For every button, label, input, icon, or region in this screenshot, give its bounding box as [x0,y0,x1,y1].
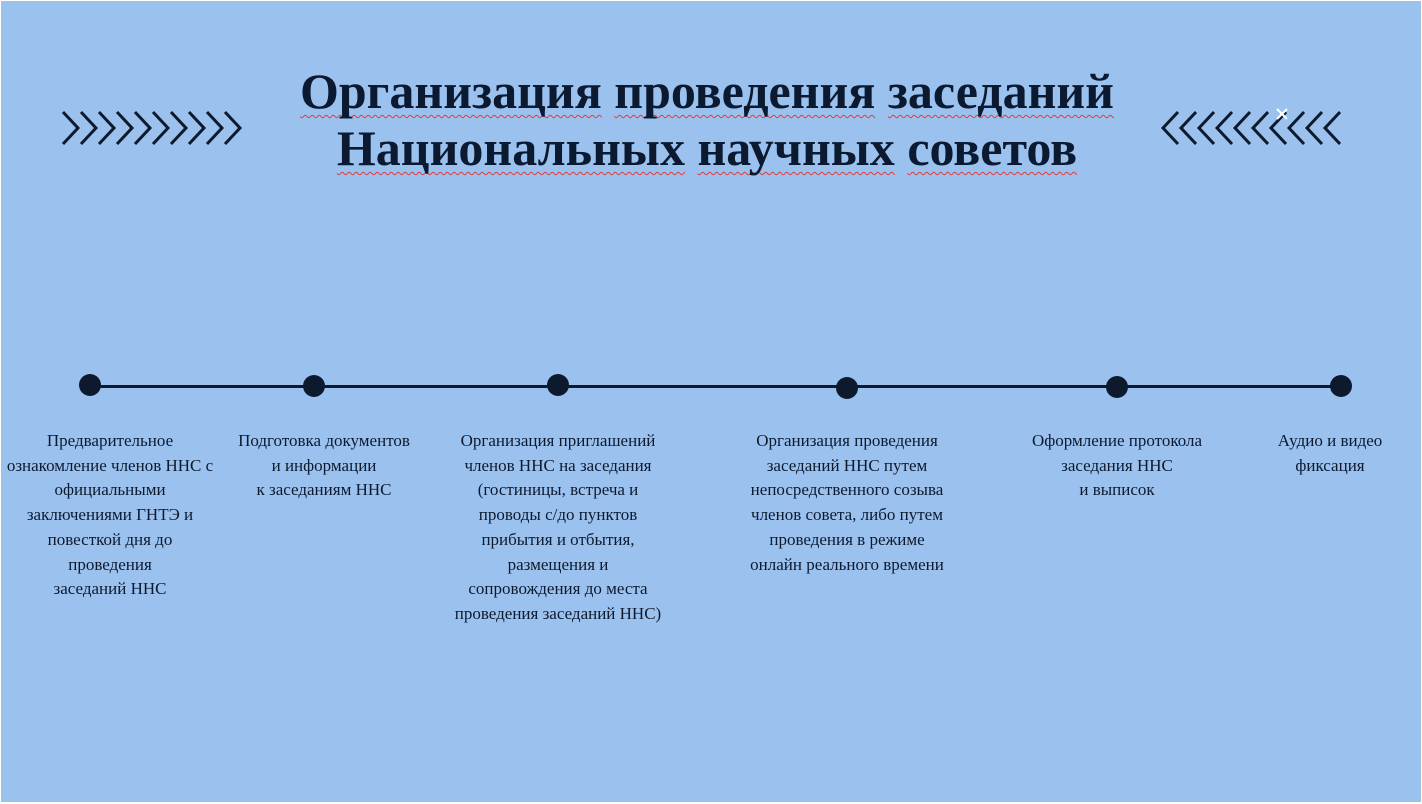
title-word: заседаний [887,63,1114,119]
resize-cursor-icon [1273,105,1291,123]
timeline-dot [1106,376,1128,398]
timeline-dot [303,375,325,397]
step-text-line: заседания ННС [1061,455,1173,475]
step-text-line: проведения [68,554,152,574]
step-text-line: онлайн реального времени [750,554,944,574]
step-text-line: размещения и [507,554,609,574]
title-word: Организация [299,63,602,119]
step-text-line: и выписок [1079,480,1155,500]
step-text-line: проведения заседаний ННС) [454,603,662,623]
step-text-line: Оформление протокола [1031,431,1203,450]
step-text-line: ознакомление членов ННС с [6,455,214,475]
title-line-2 [251,120,1163,177]
step-text-line: заседаний ННС путем [766,455,928,475]
timeline-step-text[interactable] [438,429,678,627]
step-text-line: Предварительное [46,431,174,450]
step-text-line: повесткой дня до [47,529,173,549]
timeline-step-text[interactable] [229,429,419,503]
slide-title[interactable] [251,63,1163,177]
step-text-line: проведения в режиме [769,529,925,549]
step-text-line: Организация проведения [756,431,938,450]
title-word: проведения [614,63,876,119]
step-text-line: официальными [54,480,166,500]
step-text-line: непосредственного созыва [750,480,944,500]
step-text-line: заключениями ГНТЭ и [26,505,194,525]
step-text-line: проводы с/до пунктов [478,505,638,525]
timeline-step-text[interactable] [1017,429,1217,503]
step-text-line: (гостиницы, встреча и [477,480,639,500]
chevron-right-row-icon [61,109,245,147]
chevron-left-row-icon [1159,109,1343,147]
step-text-line: фиксация [1295,455,1365,475]
step-text-line: прибытия и отбытия, [481,529,635,549]
step-text-line: членов совета, либо путем [751,505,943,525]
timeline-dot [79,374,101,396]
timeline-dot [547,374,569,396]
timeline-dot [836,377,858,399]
step-text-line: и информации [271,455,377,475]
timeline-step-text[interactable] [1259,429,1401,478]
title-word: Национальных [336,120,685,176]
title-word: научных [697,120,895,176]
title-word: советов [907,120,1078,176]
step-text-line: сопровождения до места [468,579,648,599]
timeline-step-text[interactable] [1,429,219,602]
presentation-slide[interactable] [1,1,1421,802]
step-text-line: Аудио и видео [1277,431,1383,450]
timeline-line [90,385,1341,388]
step-text-line: Организация приглашений [460,431,656,450]
timeline-step-text[interactable] [737,429,957,577]
step-text-line: членов ННС на заседания [464,455,652,475]
step-text-line: к заседаниям ННС [256,480,392,500]
step-text-line: Подготовка документов [238,431,410,450]
timeline-dot [1330,375,1352,397]
step-text-line: заседаний ННС [53,579,167,599]
title-line-1 [251,63,1163,120]
